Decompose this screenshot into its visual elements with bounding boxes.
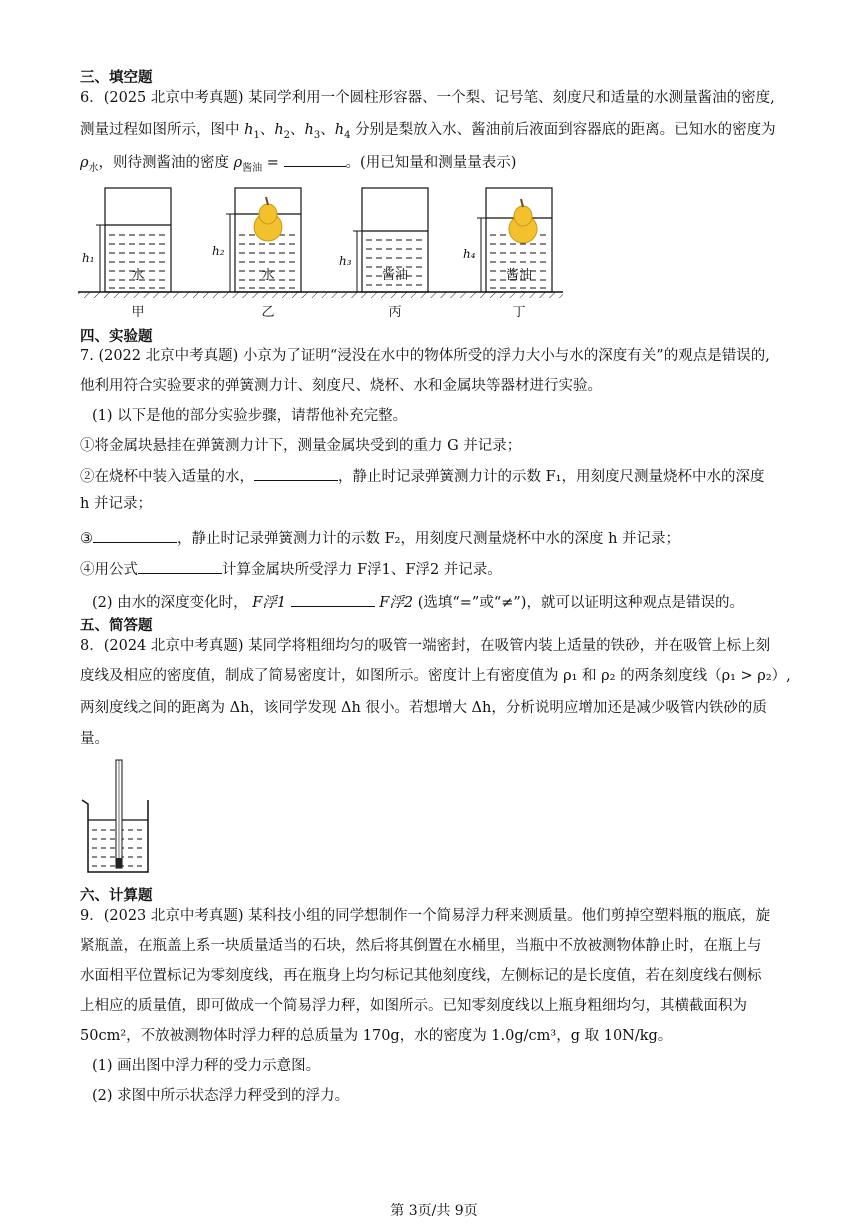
q7-step-2-start: ②在烧杯中装入适量的水， [80,469,254,485]
q7-step-4-blank[interactable] [138,559,222,574]
q7-part-2 [92,592,744,613]
q7-step-4-end: 计算金属块所受浮力 F浮1、F浮2 并记录。 [222,562,502,578]
q9-line-4: 上相应的质量值，即可做成一个简易浮力秤，如图所示。已知零刻度线以上瓶身粗细均匀，其横截面积为 [80,998,747,1014]
q6-line-2-end: 分别是梨放入水、酱油前后液面到容器底的距离。已知水的密度为 [355,122,776,138]
q7-step-2 [80,466,764,487]
q6-line-3-end: (用已知量和测量量表示) [360,155,517,171]
section-heading-experiment: 四、实验题 [80,329,153,345]
ground-hatch [78,292,563,298]
q7-part-2-start: (2) 由水的深度变化时， [92,595,248,611]
q6-line-3-start: ，则待测酱油的密度 [98,155,230,171]
q9-line-2: 紧瓶盖，在瓶盖上系一块质量适当的石块，然后将其倒置在水桶里，当瓶中不放被测物体静止时，在瓶上与 [80,938,762,954]
q7-step-3-end: ，静止时记录弹簧测力计的示数 F₂，用刻度尺测量烧杯中水的深度 h 并记录； [177,531,681,547]
section-heading-fill-blank: 三、填空题 [80,70,153,86]
pear-icon [254,197,282,241]
q8-line-3: 两刻度线之间的距离为 Δh，该同学发现 Δh 很小。若想增大 Δh，分析说明应增加还是减少吸管内铁砂的质 [80,700,767,716]
q6-line-2: 测量过程如图所示，图中 $h_1$、$h_2$、$h_3$、$h_4$ 分别是梨放入水、酱油前后液面到容器底的距离。已知水的密度为 [80,122,776,141]
q8-line-4: 量。 [80,731,109,747]
q6-containers-figure [78,185,568,320]
page-number: 第 3页/共 9页 [390,1203,478,1219]
q8-line-1: 8．(2024 北京中考真题) 某同学将粗细均匀的吸管一端密封，在吸管内装上适量的铁砂，并在吸管上标上刻 [80,638,771,654]
q7-step-3 [80,528,680,549]
h3-label: h₃ [339,254,352,268]
section-heading-short-answer: 五、简答题 [80,618,153,634]
caption-ding: 丁 [512,305,526,320]
caption-yi: 乙 [261,305,275,320]
q9-line-1: 9．(2023 北京中考真题) 某科技小组的同学想制作一个简易浮力秤来测质量。他们剪掉空塑料瓶的瓶底，旋 [80,908,771,924]
pear-icon [509,199,537,243]
q8-line-2: 度线及相应的密度值，制成了简易密度计，如图所示。密度计上有密度值为 ρ₁ 和 ρ₂ 的两条刻度线（ρ₁ > ρ₂）, [80,668,791,684]
q7-part-2-end: (选填“=”或“≠”)，就可以证明这种观点是错误的。 [417,595,744,611]
q7-step-1: ①将金属块悬挂在弹簧测力计下，测量金属块受到的重力 G 并记录； [80,438,522,454]
q6-line-3: $\rho_水$，则待测酱油的密度 $\rho_{酱油}$ = 。(用已知量和测量量表示) [80,152,516,179]
q7-step-2-cont: h 并记录； [80,496,152,512]
iron-sand [116,858,122,868]
q6-line-1: 6．(2025 北京中考真题) 某同学利用一个圆柱形容器、一个梨、记号笔、刻度尺和适量的水测量酱油的密度, [80,90,775,106]
q7-step-3-blank[interactable] [93,528,177,543]
q7-step-2-blank[interactable] [254,466,338,481]
q9-part-2: (2) 求图中所示状态浮力秤受到的浮力。 [92,1088,350,1104]
q6-answer-blank[interactable] [284,152,346,167]
q8-hydrometer-figure [78,758,158,876]
q7-f-float-1: F浮1 [252,595,287,611]
q7-step-3-start: ③ [80,531,93,547]
q6-line-2-start: 测量过程如图所示，图中 [80,122,240,138]
q9-line-3: 水面相平位置标记为零刻度线，再在瓶身上均匀标记其他刻度线，左侧标记的是长度值，若在刻度线右侧标 [80,968,762,984]
liquid-label-jia: 水 [131,268,145,283]
caption-jia: 甲 [131,305,145,320]
caption-bing: 丙 [388,305,402,320]
h4-label: h₄ [463,247,476,261]
q7-step-2-end: ，静止时记录弹簧测力计的示数 F₁，用刻度尺测量烧杯中水的深度 [338,469,765,485]
liquid-label-ding: 酱油 [505,268,533,283]
q9-line-5: 50cm²，不放被测物体时浮力秤的总质量为 170g，水的密度为 1.0g/cm³，g 取 10N/kg。 [80,1028,673,1044]
q7-step-4 [80,559,502,580]
liquid-label-bing: 酱油 [381,268,409,283]
q7-line-2: 他利用符合实验要求的弹簧测力计、刻度尺、烧杯、水和金属块等器材进行实验。 [80,378,602,394]
q7-f-float-2: F浮2 [379,595,414,611]
section-heading-calculation: 六、计算题 [80,888,153,904]
q7-part-1: (1) 以下是他的部分实验步骤，请帮他补充完整。 [92,408,408,424]
q9-part-1: (1) 画出图中浮力秤的受力示意图。 [92,1058,321,1074]
q7-step-4-start: ④用公式 [80,562,138,578]
h2-label: h₂ [212,244,225,258]
liquid-label-yi: 水 [261,268,275,283]
q7-part-2-blank[interactable] [291,592,375,607]
h1-label: h₁ [82,251,95,265]
q7-line-1: 7. (2022 北京中考真题) 小京为了证明“浸没在水中的物体所受的浮力大小与水的深度有关”的观点是错误的, [80,348,770,364]
